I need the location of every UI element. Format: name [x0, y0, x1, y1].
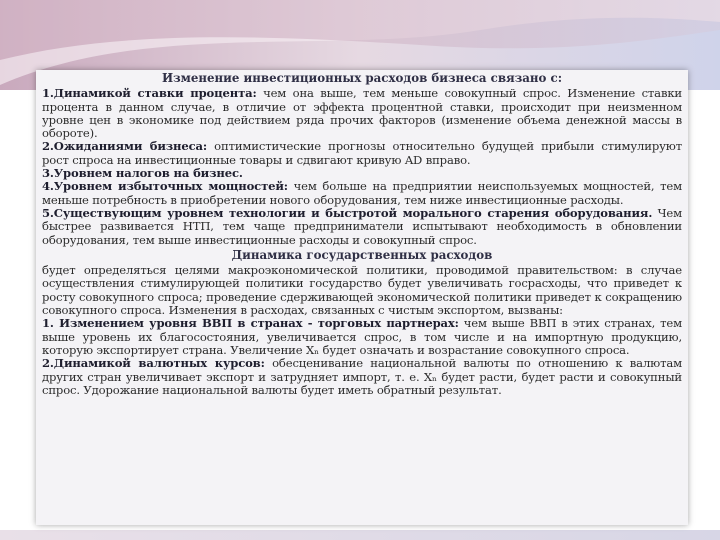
item-lead: 3.Уровнем налогов на бизнес. — [42, 166, 243, 181]
list-item — [42, 207, 682, 247]
item-lead: 5.Существующим уровнем технологии и быстротой морального старения оборудования. — [42, 205, 653, 220]
slide-title: Изменение инвестиционных расходов бизнеса связано с: — [161, 71, 563, 85]
item-text: чем выше ВВП в этих странах, тем выше уровень их благосостояния, увеличивается спрос, в том числе и на импортную продукцию, которую экспортирует страна. Увеличение Xₙ будет означать и возрастание совокупного спроса. — [42, 316, 682, 357]
item-lead: 2.Динамикой валютных курсов: — [42, 356, 265, 371]
item-text: обесценивание национальной валюты по отношению к валютам других стран увеличивает экспорт и затрудняет импорт, т. е. Xₙ будет расти, будет расти и совокупный спрос. Удорожание национальной валюты будет иметь обратный результат. — [42, 356, 683, 397]
list-item — [42, 87, 682, 140]
list-item — [42, 317, 682, 357]
list-item — [42, 180, 682, 207]
item-lead: 4.Уровнем избыточных мощностей: — [42, 179, 288, 194]
item-text: оптимистические прогнозы относительно будущей прибыли стимулируют рост спроса на инвестиционные товары и сдвигают кривую AD вправо. — [42, 139, 683, 167]
list-item — [42, 140, 682, 167]
list-item — [42, 357, 682, 397]
item-lead: 2.Ожиданиями бизнеса: — [42, 139, 208, 154]
decorative-bottom-bar — [0, 530, 720, 540]
item-text: Чем быстрее развивается НТП, тем чаще предприниматели испытывают необходимость в обновлении оборудования, тем выше инвестиционные расходы и совокупный спрос. — [42, 205, 682, 247]
item-lead: 1. Изменением уровня ВВП в странах - торговых партнерах: — [42, 316, 459, 331]
paragraph: будет определяться целями макроэкономической политики, проводимой правительством: в случае осуществления стимулирующей политики государство будет увеличивать госрасходы, что приведет к росту совокупного спроса; проведение сдерживающей экономической политики приведет к сокращению совокупного спроса. Изменения в расходах, связанных с чистым экспортом, вызваны: — [42, 263, 682, 318]
list-item — [42, 167, 682, 180]
section-subtitle: Динамика государственных расходов — [231, 247, 493, 262]
slide-content — [36, 70, 688, 525]
item-text: чем больше на предприятии неиспользуемых мощностей, тем меньше потребность в приобретении нового оборудования, тем ниже инвестиционные расходы. — [42, 179, 682, 207]
item-text: чем она выше, тем меньше совокупный спрос. Изменение ставки процента в данном случае, в отличие от эффекта процентной ставки, происходит при неизменном уровне цен в экономике под действием ряда прочих факторов (изменение объема денежной массы в обороте). — [42, 86, 682, 141]
item-lead: 1.Динамикой ставки процента: — [42, 86, 257, 101]
